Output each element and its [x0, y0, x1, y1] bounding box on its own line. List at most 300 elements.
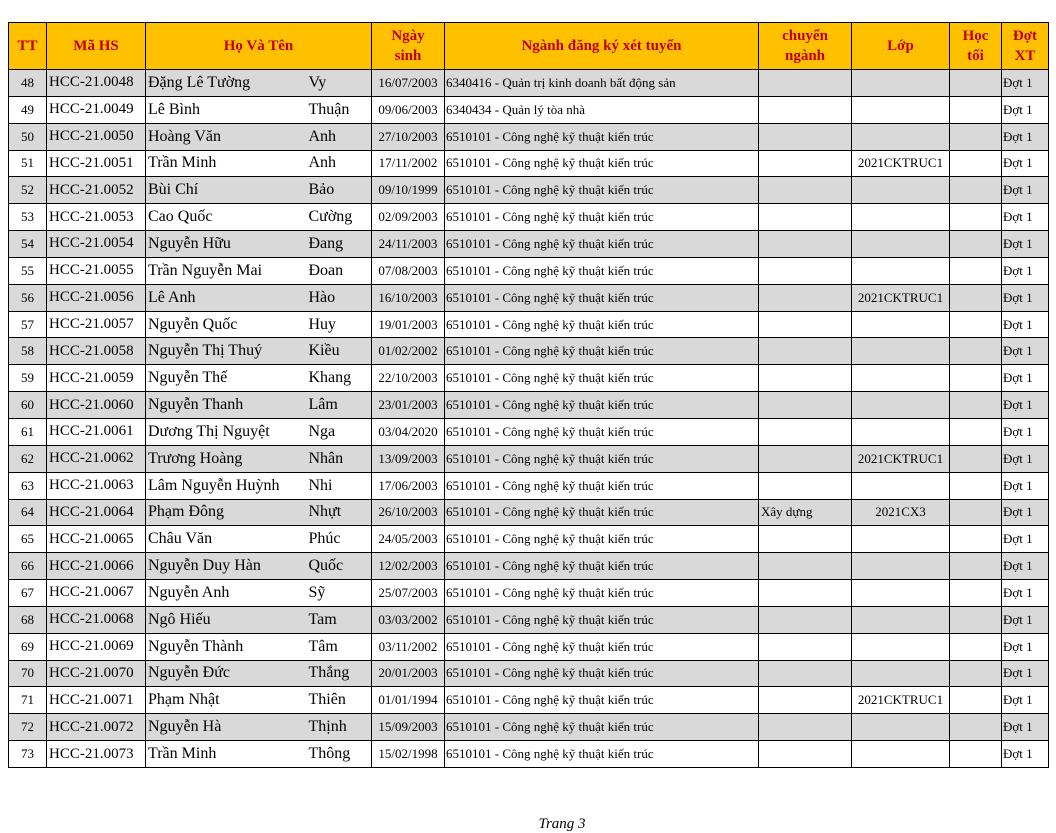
- cell-tt: 69: [9, 633, 47, 660]
- cell-ngaysinh: 03/11/2002: [372, 633, 445, 660]
- cell-mahs: HCC-21.0052: [47, 177, 146, 204]
- cell-tt: 71: [9, 687, 47, 714]
- cell-dotxt: Đợt 1: [1002, 660, 1049, 687]
- cell-lop: [852, 365, 950, 392]
- cell-ho: Trần Minh: [146, 741, 307, 768]
- table-row: [9, 177, 1049, 204]
- table-row: [9, 499, 1049, 526]
- cell-dotxt: Đợt 1: [1002, 687, 1049, 714]
- cell-lop: [852, 418, 950, 445]
- cell-dotxt: Đợt 1: [1002, 177, 1049, 204]
- cell-ten: Tâm: [307, 633, 372, 660]
- cell-tt: 51: [9, 150, 47, 177]
- cell-dotxt: Đợt 1: [1002, 553, 1049, 580]
- cell-nganh: 6510101 - Công nghệ kỹ thuật kiến trúc: [445, 580, 759, 607]
- cell-chuyennganh: [759, 553, 852, 580]
- cell-hoctoi: [950, 526, 1002, 553]
- cell-lop: [852, 177, 950, 204]
- cell-tt: 61: [9, 418, 47, 445]
- cell-mahs: HCC-21.0059: [47, 365, 146, 392]
- cell-lop: 2021CX3: [852, 499, 950, 526]
- cell-hoctoi: [950, 606, 1002, 633]
- cell-dotxt: Đợt 1: [1002, 96, 1049, 123]
- header-hoctoi-line2: tối: [967, 48, 984, 64]
- cell-lop: 2021CKTRUC1: [852, 445, 950, 472]
- cell-ten: Kiều: [307, 338, 372, 365]
- cell-dotxt: Đợt 1: [1002, 365, 1049, 392]
- cell-tt: 59: [9, 365, 47, 392]
- header-dotxt-line2: XT: [1014, 48, 1036, 64]
- table-row: [9, 660, 1049, 687]
- cell-tt: 68: [9, 606, 47, 633]
- table-row: [9, 365, 1049, 392]
- table-row: [9, 714, 1049, 741]
- cell-chuyennganh: [759, 338, 852, 365]
- cell-nganh: 6510101 - Công nghệ kỹ thuật kiến trúc: [445, 660, 759, 687]
- cell-ten: Đang: [307, 231, 372, 258]
- cell-chuyennganh: [759, 231, 852, 258]
- cell-chuyennganh: [759, 606, 852, 633]
- cell-dotxt: Đợt 1: [1002, 284, 1049, 311]
- cell-lop: [852, 123, 950, 150]
- cell-nganh: 6510101 - Công nghệ kỹ thuật kiến trúc: [445, 231, 759, 258]
- table-row: [9, 123, 1049, 150]
- cell-hoctoi: [950, 204, 1002, 231]
- cell-tt: 73: [9, 741, 47, 768]
- cell-ngaysinh: 26/10/2003: [372, 499, 445, 526]
- cell-mahs: HCC-21.0048: [47, 70, 146, 97]
- cell-tt: 55: [9, 257, 47, 284]
- cell-ngaysinh: 12/02/2003: [372, 553, 445, 580]
- cell-ten: Anh: [307, 123, 372, 150]
- table-row: [9, 150, 1049, 177]
- cell-lop: [852, 257, 950, 284]
- cell-lop: [852, 70, 950, 97]
- cell-nganh: 6510101 - Công nghệ kỹ thuật kiến trúc: [445, 257, 759, 284]
- table-row: [9, 418, 1049, 445]
- cell-mahs: HCC-21.0062: [47, 445, 146, 472]
- cell-nganh: 6510101 - Công nghệ kỹ thuật kiến trúc: [445, 284, 759, 311]
- cell-dotxt: Đợt 1: [1002, 123, 1049, 150]
- cell-nganh: 6510101 - Công nghệ kỹ thuật kiến trúc: [445, 687, 759, 714]
- cell-ten: Thông: [307, 741, 372, 768]
- cell-ngaysinh: 17/06/2003: [372, 472, 445, 499]
- cell-dotxt: Đợt 1: [1002, 580, 1049, 607]
- cell-ho: Cao Quốc: [146, 204, 307, 231]
- cell-nganh: 6510101 - Công nghệ kỹ thuật kiến trúc: [445, 526, 759, 553]
- cell-ngaysinh: 17/11/2002: [372, 150, 445, 177]
- cell-hoctoi: [950, 96, 1002, 123]
- cell-ten: Lâm: [307, 392, 372, 419]
- cell-dotxt: Đợt 1: [1002, 445, 1049, 472]
- cell-mahs: HCC-21.0066: [47, 553, 146, 580]
- table-body: [9, 70, 1049, 768]
- cell-tt: 48: [9, 70, 47, 97]
- cell-ten: Đoan: [307, 257, 372, 284]
- cell-chuyennganh: [759, 70, 852, 97]
- cell-ten: Thuận: [307, 96, 372, 123]
- cell-lop: [852, 660, 950, 687]
- cell-ngaysinh: 27/10/2003: [372, 123, 445, 150]
- cell-lop: [852, 472, 950, 499]
- cell-ngaysinh: 22/10/2003: [372, 365, 445, 392]
- cell-chuyennganh: [759, 714, 852, 741]
- cell-lop: 2021CKTRUC1: [852, 150, 950, 177]
- cell-lop: [852, 311, 950, 338]
- cell-nganh: 6510101 - Công nghệ kỹ thuật kiến trúc: [445, 204, 759, 231]
- cell-ten: Bảo: [307, 177, 372, 204]
- cell-chuyennganh: [759, 311, 852, 338]
- cell-mahs: HCC-21.0063: [47, 472, 146, 499]
- cell-dotxt: Đợt 1: [1002, 472, 1049, 499]
- cell-chuyennganh: [759, 257, 852, 284]
- cell-hoctoi: [950, 70, 1002, 97]
- table-row: [9, 606, 1049, 633]
- cell-chuyennganh: [759, 418, 852, 445]
- cell-mahs: HCC-21.0057: [47, 311, 146, 338]
- cell-hoctoi: [950, 177, 1002, 204]
- cell-dotxt: Đợt 1: [1002, 70, 1049, 97]
- header-hoctoi-line1: Học: [962, 28, 989, 44]
- cell-tt: 65: [9, 526, 47, 553]
- cell-mahs: HCC-21.0060: [47, 392, 146, 419]
- cell-ten: Nhân: [307, 445, 372, 472]
- cell-tt: 50: [9, 123, 47, 150]
- cell-ho: Bùi Chí: [146, 177, 307, 204]
- cell-hoctoi: [950, 714, 1002, 741]
- cell-tt: 67: [9, 580, 47, 607]
- cell-mahs: HCC-21.0056: [47, 284, 146, 311]
- cell-tt: 49: [9, 96, 47, 123]
- cell-chuyennganh: [759, 284, 852, 311]
- cell-nganh: 6510101 - Công nghệ kỹ thuật kiến trúc: [445, 177, 759, 204]
- cell-tt: 70: [9, 660, 47, 687]
- cell-chuyennganh: Xây dựng: [759, 499, 852, 526]
- table-row: [9, 633, 1049, 660]
- cell-dotxt: Đợt 1: [1002, 526, 1049, 553]
- cell-hoctoi: [950, 418, 1002, 445]
- cell-hoctoi: [950, 231, 1002, 258]
- cell-hoctoi: [950, 392, 1002, 419]
- cell-chuyennganh: [759, 365, 852, 392]
- cell-ten: Thắng: [307, 660, 372, 687]
- cell-ten: Nhi: [307, 472, 372, 499]
- header-lop: Lớp: [852, 23, 950, 70]
- cell-ten: Thịnh: [307, 714, 372, 741]
- table-row: [9, 741, 1049, 768]
- cell-mahs: HCC-21.0071: [47, 687, 146, 714]
- cell-lop: [852, 231, 950, 258]
- cell-ngaysinh: 19/01/2003: [372, 311, 445, 338]
- cell-tt: 62: [9, 445, 47, 472]
- cell-ngaysinh: 16/10/2003: [372, 284, 445, 311]
- table-row: [9, 526, 1049, 553]
- table-row: [9, 284, 1049, 311]
- cell-chuyennganh: [759, 177, 852, 204]
- cell-chuyennganh: [759, 123, 852, 150]
- cell-chuyennganh: [759, 150, 852, 177]
- cell-ngaysinh: 15/09/2003: [372, 714, 445, 741]
- table-row: [9, 231, 1049, 258]
- cell-mahs: HCC-21.0050: [47, 123, 146, 150]
- table-header: [9, 23, 1049, 70]
- cell-dotxt: Đợt 1: [1002, 338, 1049, 365]
- cell-mahs: HCC-21.0049: [47, 96, 146, 123]
- cell-ngaysinh: 02/09/2003: [372, 204, 445, 231]
- cell-tt: 72: [9, 714, 47, 741]
- cell-ngaysinh: 24/05/2003: [372, 526, 445, 553]
- cell-ngaysinh: 09/10/1999: [372, 177, 445, 204]
- cell-ho: Trần Minh: [146, 150, 307, 177]
- cell-ngaysinh: 03/03/2002: [372, 606, 445, 633]
- cell-ho: Nguyễn Duy Hàn: [146, 553, 307, 580]
- cell-dotxt: Đợt 1: [1002, 499, 1049, 526]
- cell-lop: 2021CKTRUC1: [852, 284, 950, 311]
- cell-dotxt: Đợt 1: [1002, 392, 1049, 419]
- cell-hoctoi: [950, 741, 1002, 768]
- cell-chuyennganh: [759, 204, 852, 231]
- table-row: [9, 472, 1049, 499]
- header-chuyennganh-line1: chuyển: [782, 28, 828, 44]
- cell-hoctoi: [950, 580, 1002, 607]
- cell-tt: 60: [9, 392, 47, 419]
- cell-chuyennganh: [759, 96, 852, 123]
- header-hoctoi: [950, 23, 1002, 70]
- cell-mahs: HCC-21.0068: [47, 606, 146, 633]
- cell-lop: [852, 338, 950, 365]
- cell-ngaysinh: 03/04/2020: [372, 418, 445, 445]
- cell-ngaysinh: 24/11/2003: [372, 231, 445, 258]
- cell-ngaysinh: 23/01/2003: [372, 392, 445, 419]
- header-chuyennganh-line2: ngành: [784, 48, 826, 64]
- cell-hoctoi: [950, 472, 1002, 499]
- table-row: [9, 580, 1049, 607]
- cell-ngaysinh: 09/06/2003: [372, 96, 445, 123]
- cell-chuyennganh: [759, 526, 852, 553]
- cell-ngaysinh: 07/08/2003: [372, 257, 445, 284]
- cell-ho: Trần Nguyễn Mai: [146, 257, 307, 284]
- cell-ngaysinh: 16/07/2003: [372, 70, 445, 97]
- cell-ho: Nguyễn Thanh: [146, 392, 307, 419]
- cell-nganh: 6510101 - Công nghệ kỹ thuật kiến trúc: [445, 311, 759, 338]
- cell-tt: 54: [9, 231, 47, 258]
- cell-lop: [852, 606, 950, 633]
- cell-tt: 58: [9, 338, 47, 365]
- cell-mahs: HCC-21.0073: [47, 741, 146, 768]
- cell-nganh: 6340416 - Quản trị kinh doanh bất động sản: [445, 70, 759, 97]
- cell-ho: Lâm Nguyễn Huỳnh: [146, 472, 307, 499]
- cell-lop: [852, 741, 950, 768]
- cell-ten: Anh: [307, 150, 372, 177]
- cell-dotxt: Đợt 1: [1002, 231, 1049, 258]
- cell-dotxt: Đợt 1: [1002, 714, 1049, 741]
- cell-ten: Nhựt: [307, 499, 372, 526]
- table-row: [9, 96, 1049, 123]
- cell-ho: Nguyễn Hữu: [146, 231, 307, 258]
- cell-dotxt: Đợt 1: [1002, 606, 1049, 633]
- cell-ten: Vy: [307, 70, 372, 97]
- cell-ten: Khang: [307, 365, 372, 392]
- table-row: [9, 392, 1049, 419]
- cell-ngaysinh: 01/02/2002: [372, 338, 445, 365]
- cell-mahs: HCC-21.0070: [47, 660, 146, 687]
- cell-ten: Huy: [307, 311, 372, 338]
- cell-ho: Nguyễn Quốc: [146, 311, 307, 338]
- cell-ho: Đặng Lê Tường: [146, 70, 307, 97]
- cell-ngaysinh: 25/07/2003: [372, 580, 445, 607]
- cell-nganh: 6510101 - Công nghệ kỹ thuật kiến trúc: [445, 150, 759, 177]
- cell-ten: Quốc: [307, 553, 372, 580]
- cell-ho: Hoàng Văn: [146, 123, 307, 150]
- cell-hoctoi: [950, 687, 1002, 714]
- header-dotxt: [1002, 23, 1049, 70]
- cell-nganh: 6510101 - Công nghệ kỹ thuật kiến trúc: [445, 633, 759, 660]
- cell-ngaysinh: 13/09/2003: [372, 445, 445, 472]
- cell-hoctoi: [950, 499, 1002, 526]
- cell-ho: Nguyễn Thành: [146, 633, 307, 660]
- header-ngaysinh: [372, 23, 445, 70]
- cell-nganh: 6510101 - Công nghệ kỹ thuật kiến trúc: [445, 392, 759, 419]
- cell-dotxt: Đợt 1: [1002, 311, 1049, 338]
- cell-lop: [852, 714, 950, 741]
- cell-hoctoi: [950, 445, 1002, 472]
- cell-hoctoi: [950, 123, 1002, 150]
- cell-hoctoi: [950, 553, 1002, 580]
- cell-hoctoi: [950, 257, 1002, 284]
- cell-nganh: 6510101 - Công nghệ kỹ thuật kiến trúc: [445, 714, 759, 741]
- cell-chuyennganh: [759, 633, 852, 660]
- cell-tt: 53: [9, 204, 47, 231]
- cell-chuyennganh: [759, 445, 852, 472]
- cell-ho: Trương Hoàng: [146, 445, 307, 472]
- cell-chuyennganh: [759, 580, 852, 607]
- cell-hoctoi: [950, 311, 1002, 338]
- table-row: [9, 311, 1049, 338]
- cell-mahs: HCC-21.0067: [47, 580, 146, 607]
- header-ngaysinh-line1: Ngày: [391, 28, 425, 44]
- cell-ho: Phạm Nhật: [146, 687, 307, 714]
- cell-lop: [852, 633, 950, 660]
- cell-mahs: HCC-21.0072: [47, 714, 146, 741]
- cell-nganh: 6510101 - Công nghệ kỹ thuật kiến trúc: [445, 499, 759, 526]
- header-hoten: Họ Và Tên: [146, 23, 372, 70]
- cell-ngaysinh: 20/01/2003: [372, 660, 445, 687]
- cell-mahs: HCC-21.0053: [47, 204, 146, 231]
- cell-dotxt: Đợt 1: [1002, 633, 1049, 660]
- table-row: [9, 338, 1049, 365]
- cell-dotxt: Đợt 1: [1002, 204, 1049, 231]
- header-dotxt-line1: Đợt: [1012, 28, 1038, 44]
- table-row: [9, 687, 1049, 714]
- cell-ten: Thiên: [307, 687, 372, 714]
- cell-hoctoi: [950, 633, 1002, 660]
- cell-ten: Nga: [307, 418, 372, 445]
- cell-ten: Phúc: [307, 526, 372, 553]
- header-nganh: Ngành đăng ký xét tuyển: [445, 23, 759, 70]
- cell-lop: [852, 580, 950, 607]
- header-mahs: Mã HS: [47, 23, 146, 70]
- cell-dotxt: Đợt 1: [1002, 257, 1049, 284]
- cell-ho: Phạm Đông: [146, 499, 307, 526]
- cell-nganh: 6510101 - Công nghệ kỹ thuật kiến trúc: [445, 445, 759, 472]
- cell-lop: 2021CKTRUC1: [852, 687, 950, 714]
- table-row: [9, 204, 1049, 231]
- header-tt: TT: [9, 23, 47, 70]
- cell-dotxt: Đợt 1: [1002, 741, 1049, 768]
- cell-mahs: HCC-21.0064: [47, 499, 146, 526]
- cell-nganh: 6510101 - Công nghệ kỹ thuật kiến trúc: [445, 741, 759, 768]
- cell-dotxt: Đợt 1: [1002, 150, 1049, 177]
- cell-ngaysinh: 15/02/1998: [372, 741, 445, 768]
- cell-ho: Nguyễn Thế: [146, 365, 307, 392]
- cell-tt: 64: [9, 499, 47, 526]
- cell-mahs: HCC-21.0069: [47, 633, 146, 660]
- cell-tt: 56: [9, 284, 47, 311]
- cell-lop: [852, 204, 950, 231]
- header-chuyennganh: [759, 23, 852, 70]
- cell-chuyennganh: [759, 660, 852, 687]
- cell-hoctoi: [950, 284, 1002, 311]
- cell-hoctoi: [950, 365, 1002, 392]
- cell-ten: Sỹ: [307, 580, 372, 607]
- cell-mahs: HCC-21.0058: [47, 338, 146, 365]
- cell-hoctoi: [950, 338, 1002, 365]
- cell-mahs: HCC-21.0061: [47, 418, 146, 445]
- cell-nganh: 6510101 - Công nghệ kỹ thuật kiến trúc: [445, 365, 759, 392]
- cell-ten: Tam: [307, 606, 372, 633]
- page-number-footer: Trang 3: [538, 816, 586, 832]
- cell-ho: Nguyễn Hà: [146, 714, 307, 741]
- header-ngaysinh-line2: sinh: [394, 48, 422, 64]
- cell-lop: [852, 96, 950, 123]
- table-row: [9, 70, 1049, 97]
- cell-chuyennganh: [759, 472, 852, 499]
- cell-tt: 66: [9, 553, 47, 580]
- cell-ho: Lê Anh: [146, 284, 307, 311]
- cell-ten: Cường: [307, 204, 372, 231]
- cell-tt: 52: [9, 177, 47, 204]
- cell-lop: [852, 553, 950, 580]
- cell-nganh: 6510101 - Công nghệ kỹ thuật kiến trúc: [445, 338, 759, 365]
- cell-mahs: HCC-21.0055: [47, 257, 146, 284]
- table-row: [9, 553, 1049, 580]
- cell-lop: [852, 526, 950, 553]
- cell-nganh: 6510101 - Công nghệ kỹ thuật kiến trúc: [445, 472, 759, 499]
- cell-dotxt: Đợt 1: [1002, 418, 1049, 445]
- cell-nganh: 6510101 - Công nghệ kỹ thuật kiến trúc: [445, 606, 759, 633]
- cell-lop: [852, 392, 950, 419]
- cell-tt: 63: [9, 472, 47, 499]
- cell-ho: Nguyễn Đức: [146, 660, 307, 687]
- cell-chuyennganh: [759, 687, 852, 714]
- cell-mahs: HCC-21.0065: [47, 526, 146, 553]
- cell-ten: Hào: [307, 284, 372, 311]
- cell-nganh: 6340434 - Quản lý tòa nhà: [445, 96, 759, 123]
- cell-ho: Châu Văn: [146, 526, 307, 553]
- cell-nganh: 6510101 - Công nghệ kỹ thuật kiến trúc: [445, 418, 759, 445]
- cell-hoctoi: [950, 150, 1002, 177]
- cell-ho: Nguyễn Anh: [146, 580, 307, 607]
- table-row: [9, 445, 1049, 472]
- cell-mahs: HCC-21.0051: [47, 150, 146, 177]
- cell-ho: Dương Thị Nguyệt: [146, 418, 307, 445]
- student-list-table: [8, 22, 1049, 768]
- cell-chuyennganh: [759, 741, 852, 768]
- cell-ho: Nguyễn Thị Thuý: [146, 338, 307, 365]
- cell-ho: Lê Bình: [146, 96, 307, 123]
- cell-tt: 57: [9, 311, 47, 338]
- table-row: [9, 257, 1049, 284]
